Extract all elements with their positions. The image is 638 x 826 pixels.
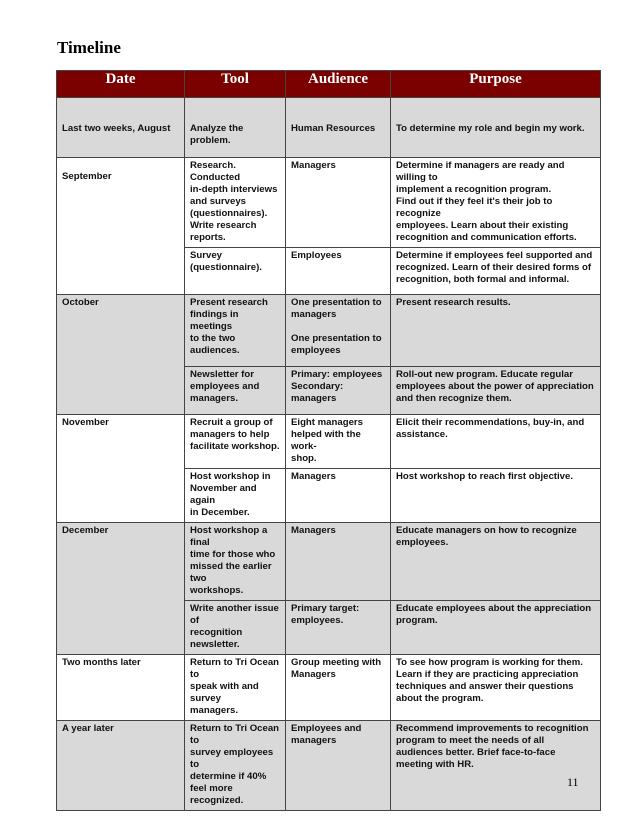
tool-cell: Host workshop in November and again in December.	[185, 469, 286, 523]
table-row	[57, 158, 601, 248]
tool-cell: Return to Tri Ocean to speak with and survey managers.	[185, 655, 286, 721]
date-cell: Two months later	[57, 655, 185, 721]
purpose-cell: Educate employees about the appreciation program.	[391, 601, 601, 655]
audience-cell: Primary: employees Secondary: managers	[286, 367, 391, 415]
tool-cell: Research. Conducted in-depth interviews and surveys (questionnaires). Write research reports.	[185, 158, 286, 248]
purpose-cell: Host workshop to reach first objective.	[391, 469, 601, 523]
purpose-cell: Educate managers on how to recognize employees.	[391, 523, 601, 601]
header-date: Date	[57, 71, 185, 98]
audience-cell: One presentation to managers One presentation to employees	[286, 295, 391, 367]
date-cell: December	[57, 523, 185, 655]
date-cell: A year later	[57, 721, 185, 811]
audience-cell: Group meeting with Managers	[286, 655, 391, 721]
audience-cell: Primary target: employees.	[286, 601, 391, 655]
table-row	[57, 523, 601, 601]
audience-cell: Employees and managers	[286, 721, 391, 811]
table-row	[57, 98, 601, 158]
tool-cell: Return to Tri Ocean to survey employees to determine if 40% feel more recognized.	[185, 721, 286, 811]
purpose-cell: Roll-out new program. Educate regular employees about the power of appreciation and then recognize them.	[391, 367, 601, 415]
purpose-cell: Present research results.	[391, 295, 601, 367]
tool-cell: Newsletter for employees and managers.	[185, 367, 286, 415]
tool-cell: Analyze the problem.	[185, 98, 286, 158]
date-cell: September	[57, 158, 185, 295]
header-tool: Tool	[185, 71, 286, 98]
table-row	[57, 655, 601, 721]
page-title: Timeline	[57, 38, 121, 57]
timeline-table	[56, 70, 601, 811]
audience-cell: Managers	[286, 523, 391, 601]
tool-cell: Present research findings in meetings to the two audiences.	[185, 295, 286, 367]
date-cell: November	[57, 415, 185, 523]
tool-cell: Write another issue of recognition newsletter.	[185, 601, 286, 655]
purpose-cell: Elicit their recommendations, buy-in, and assistance.	[391, 415, 601, 469]
header-row	[57, 71, 601, 98]
tool-cell: Host workshop a final time for those who missed the earlier two workshops.	[185, 523, 286, 601]
purpose-cell: Determine if managers are ready and willing to implement a recognition program. Find out if they feel it's their job to recognize employees. Learn about their existing recognition and communication efforts.	[391, 158, 601, 248]
date-cell: Last two weeks, August	[57, 98, 185, 158]
date-cell: October	[57, 295, 185, 415]
audience-cell: Employees	[286, 248, 391, 295]
audience-cell: Eight managers helped with the work- shop.	[286, 415, 391, 469]
audience-cell: Managers	[286, 158, 391, 248]
header-audience: Audience	[286, 71, 391, 98]
header-purpose: Purpose	[391, 71, 601, 98]
purpose-cell: To determine my role and begin my work.	[391, 98, 601, 158]
table-row	[57, 721, 601, 811]
purpose-cell: To see how program is working for them. Learn if they are practicing appreciation techniques and answer their questions about the program.	[391, 655, 601, 721]
audience-cell: Human Resources	[286, 98, 391, 158]
table-row	[57, 295, 601, 367]
table-row	[57, 415, 601, 469]
purpose-cell: Recommend improvements to recognition program to meet the needs of all audiences better. Brief face-to-face meeting with HR.	[391, 721, 601, 811]
tool-cell: Recruit a group of managers to help facilitate workshop.	[185, 415, 286, 469]
audience-cell: Managers	[286, 469, 391, 523]
purpose-cell: Determine if employees feel supported and recognized. Learn of their desired forms of recognition, both formal and informal.	[391, 248, 601, 295]
page-number: 11	[567, 775, 579, 789]
tool-cell: Survey (questionnaire).	[185, 248, 286, 295]
